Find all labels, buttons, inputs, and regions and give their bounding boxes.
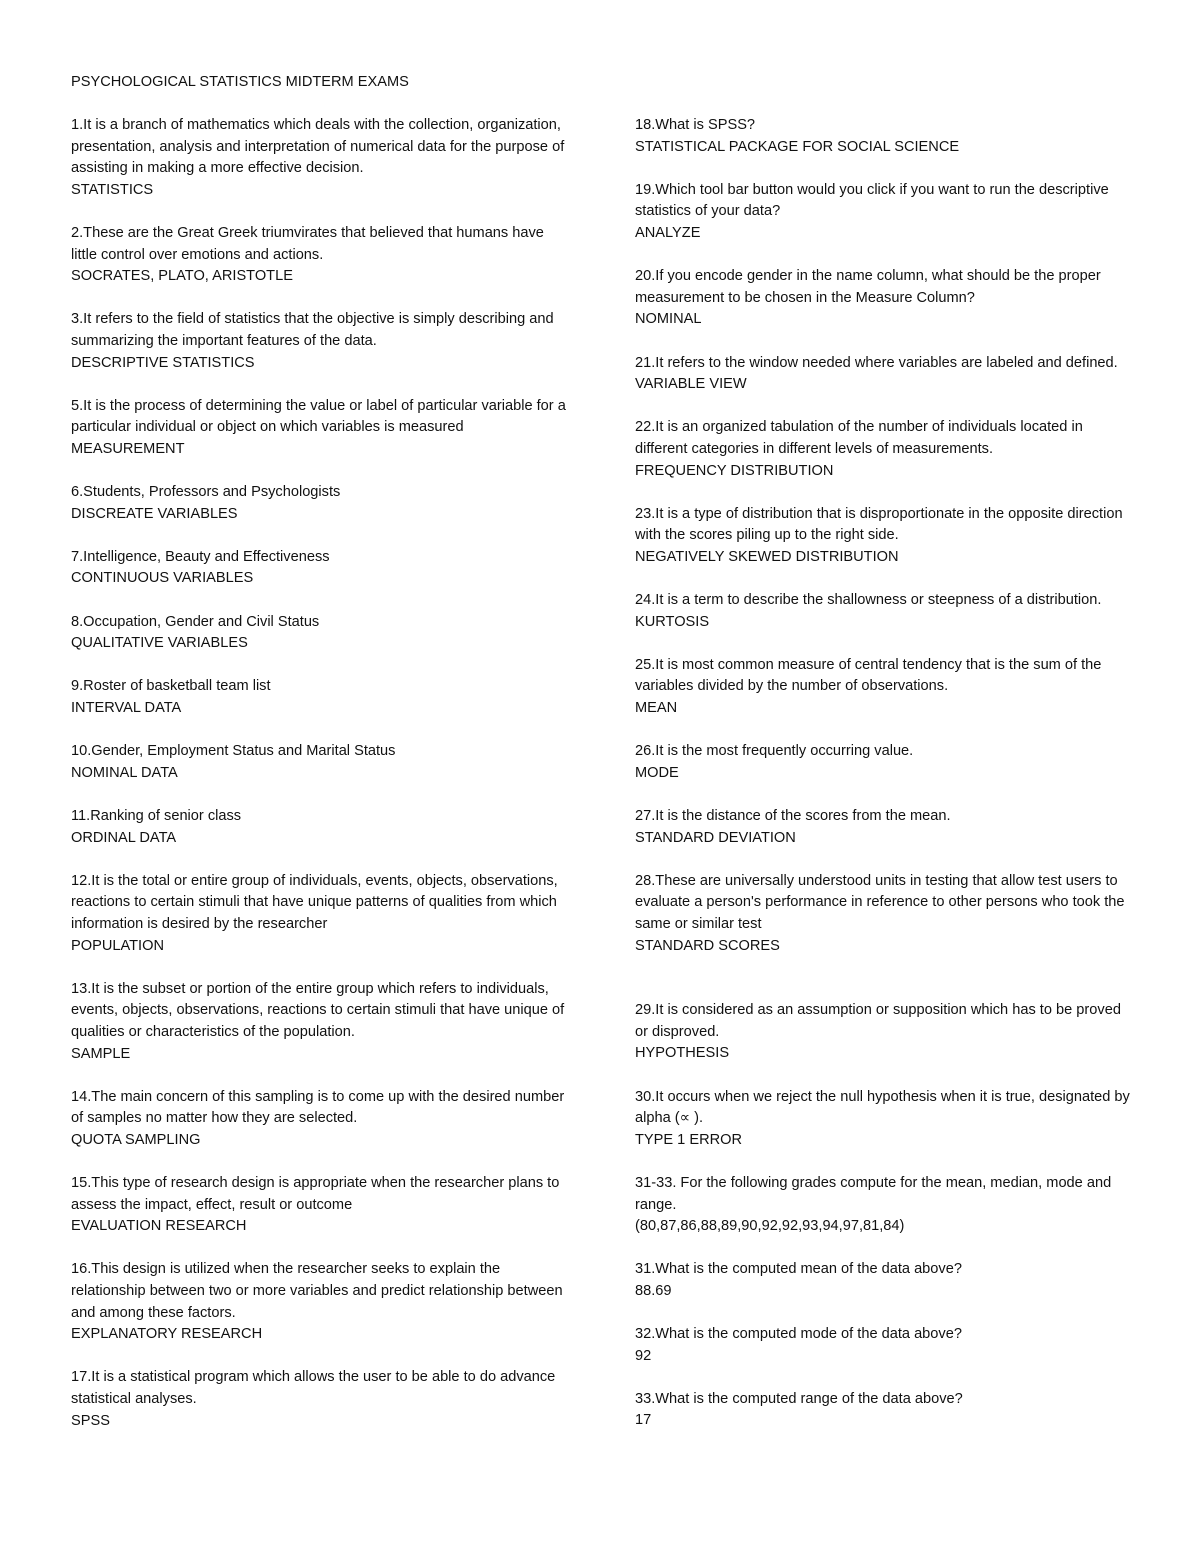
question-text: 1.It is a branch of mathematics which deals with the collection, organization, presentation, analysis and interpretation of numerical data for the purpose of assisting in making a more effective decision.	[71, 117, 565, 177]
answer-text: MODE	[635, 764, 679, 781]
question-text: 8.Occupation, Gender and Civil Status	[71, 613, 320, 630]
question-item	[635, 1324, 1135, 1367]
question-text: 19.Which tool bar button would you click if you want to run the descriptive statistics of your data?	[635, 181, 1109, 220]
question-text: 31-33. For the following grades compute for the mean, median, mode and range.	[635, 1174, 1112, 1213]
answer-text: TYPE 1 ERROR	[635, 1131, 743, 1148]
question-item	[635, 180, 1135, 245]
left-column	[71, 115, 571, 1454]
question-item	[635, 1087, 1135, 1152]
question-item	[635, 1389, 1135, 1432]
question-item	[635, 115, 1135, 158]
question-item	[635, 417, 1135, 482]
question-text: 26.It is the most frequently occurring value.	[635, 743, 914, 760]
answer-text: HYPOTHESIS	[635, 1045, 730, 1062]
answer-text: INTERVAL DATA	[71, 700, 182, 717]
question-text: 30.It occurs when we reject the null hypothesis when it is true, designated by alpha (∝ ).	[635, 1088, 1130, 1127]
question-text: 16.This design is utilized when the researcher seeks to explain the relationship between two or more variables and predict relationship between and among these factors.	[71, 1261, 563, 1321]
answer-text: EXPLANATORY RESEARCH	[71, 1326, 263, 1343]
question-text: 17.It is a statistical program which allows the user to be able to do advance statistical analyses.	[71, 1369, 556, 1408]
question-text: 12.It is the total or entire group of individuals, events, objects, observations, reactions to certain stimuli that have unique patterns of qualities from which information is desired by the researcher	[71, 872, 558, 932]
question-item	[635, 504, 1135, 569]
question-item	[71, 1367, 571, 1432]
answer-text: STATISTICS	[71, 181, 154, 198]
question-text: 29.It is considered as an assumption or supposition which has to be proved or disproved.	[635, 1002, 1121, 1040]
answer-text: 88.69	[635, 1282, 672, 1299]
question-text: 6.Students, Professors and Psychologists	[71, 484, 341, 501]
question-text: 18.What is SPSS?	[635, 117, 756, 133]
answer-text: NOMINAL DATA	[71, 764, 178, 781]
question-item	[71, 612, 571, 655]
question-item	[71, 482, 571, 525]
question-text: 21.It refers to the window needed where variables are labeled and defined.	[635, 354, 1118, 371]
question-text: 13.It is the subset or portion of the entire group which refers to individuals, events, objects, observations, reactions to certain stimuli that have unique of qualities or characteristics of the population.	[71, 980, 565, 1040]
question-item	[71, 223, 571, 288]
answer-text: ANALYZE	[635, 224, 701, 241]
question-text: 11.Ranking of senior class	[71, 808, 242, 824]
answer-text: ORDINAL DATA	[71, 829, 177, 846]
question-text: 5.It is the process of determining the value or label of particular variable for a particular individual or object on which variables is measured	[71, 397, 566, 436]
question-text: 27.It is the distance of the scores from the mean.	[635, 808, 951, 824]
question-item	[71, 676, 571, 719]
question-item	[635, 1173, 1135, 1238]
question-item	[635, 806, 1135, 849]
question-item	[635, 871, 1135, 957]
answer-text: SAMPLE	[71, 1045, 131, 1062]
answer-text: POPULATION	[71, 937, 164, 954]
answer-text: STANDARD SCORES	[635, 937, 780, 954]
answer-text: CONTINUOUS VARIABLES	[71, 570, 254, 587]
answer-text: EVALUATION RESEARCH	[71, 1218, 247, 1235]
question-text: 22.It is an organized tabulation of the number of individuals located in different categories in different levels of measurements.	[635, 419, 1083, 457]
answer-text: NEGATIVELY SKEWED DISTRIBUTION	[635, 548, 899, 565]
answer-text: DISCREATE VARIABLES	[71, 505, 238, 522]
question-item	[71, 979, 571, 1065]
answer-text: MEASUREMENT	[71, 440, 185, 457]
answer-text: QUALITATIVE VARIABLES	[71, 635, 248, 652]
question-item	[71, 806, 571, 849]
question-text: 15.This type of research design is appropriate when the researcher plans to assess the impact, effect, result or outcome	[71, 1175, 560, 1213]
question-item	[71, 396, 571, 461]
question-item	[635, 353, 1135, 396]
question-text: 9.Roster of basketball team list	[71, 678, 271, 695]
answer-text: SPSS	[71, 1412, 110, 1429]
question-item	[71, 1173, 571, 1238]
question-text: 28.These are universally understood units in testing that allow test users to evaluate a person's performance in reference to other persons who took the same or similar test	[635, 872, 1125, 932]
answer-text: NOMINAL	[635, 311, 702, 328]
answer-text: STATISTICAL PACKAGE FOR SOCIAL SCIENCE	[635, 138, 960, 155]
answer-text: 92	[635, 1347, 652, 1364]
question-text: 33.What is the computed range of the data above?	[635, 1390, 963, 1407]
question-item	[71, 1259, 571, 1345]
answer-text: KURTOSIS	[635, 613, 710, 630]
question-text: 2.These are the Great Greek triumvirates that believed that humans have little control over emotions and actions.	[71, 224, 544, 263]
question-text: 25.It is most common measure of central tendency that is the sum of the variables divided by the number of observations.	[635, 656, 1102, 695]
question-item	[635, 655, 1135, 720]
answer-text: (80,87,86,88,89,90,92,92,93,94,97,81,84)	[635, 1218, 905, 1235]
question-item	[635, 266, 1135, 331]
question-item	[635, 590, 1135, 633]
answer-text: SOCRATES, PLATO, ARISTOTLE	[71, 268, 293, 285]
answer-text: 17	[635, 1412, 652, 1429]
question-item	[71, 741, 571, 784]
question-item	[635, 1000, 1135, 1065]
right-column	[635, 115, 1135, 1454]
question-text: 24.It is a term to describe the shallowness or steepness of a distribution.	[635, 592, 1102, 609]
question-text: 10.Gender, Employment Status and Marital Status	[71, 743, 396, 760]
question-text: 31.What is the computed mean of the data above?	[635, 1261, 962, 1278]
answer-text: STANDARD DEVIATION	[635, 829, 796, 846]
question-text: 32.What is the computed mode of the data above?	[635, 1326, 962, 1343]
question-text: 3.It refers to the field of statistics that the objective is simply describing and summarizing the important features of the data.	[71, 311, 554, 349]
question-item	[635, 1259, 1135, 1302]
question-text: 14.The main concern of this sampling is to come up with the desired number of samples no matter how they are selected.	[71, 1088, 565, 1127]
question-item	[71, 547, 571, 590]
question-item	[71, 115, 571, 201]
question-item	[635, 741, 1135, 784]
question-item	[71, 1087, 571, 1152]
answer-text: VARIABLE VIEW	[635, 376, 747, 393]
question-text: 20.If you encode gender in the name column, what should be the proper measurement to be chosen in the Measure Column?	[635, 268, 1101, 306]
answer-text: DESCRIPTIVE STATISTICS	[71, 354, 255, 371]
question-item	[71, 871, 571, 957]
question-text: 23.It is a type of distribution that is disproportionate in the opposite direction with the scores piling up to the right side.	[635, 505, 1123, 544]
question-item	[71, 309, 571, 374]
answer-text: QUOTA SAMPLING	[71, 1131, 201, 1148]
answer-text: MEAN	[635, 700, 678, 717]
question-text: 7.Intelligence, Beauty and Effectiveness	[71, 548, 330, 565]
page-title: PSYCHOLOGICAL STATISTICS MIDTERM EXAMS	[71, 74, 409, 90]
answer-text: FREQUENCY DISTRIBUTION	[635, 462, 834, 479]
